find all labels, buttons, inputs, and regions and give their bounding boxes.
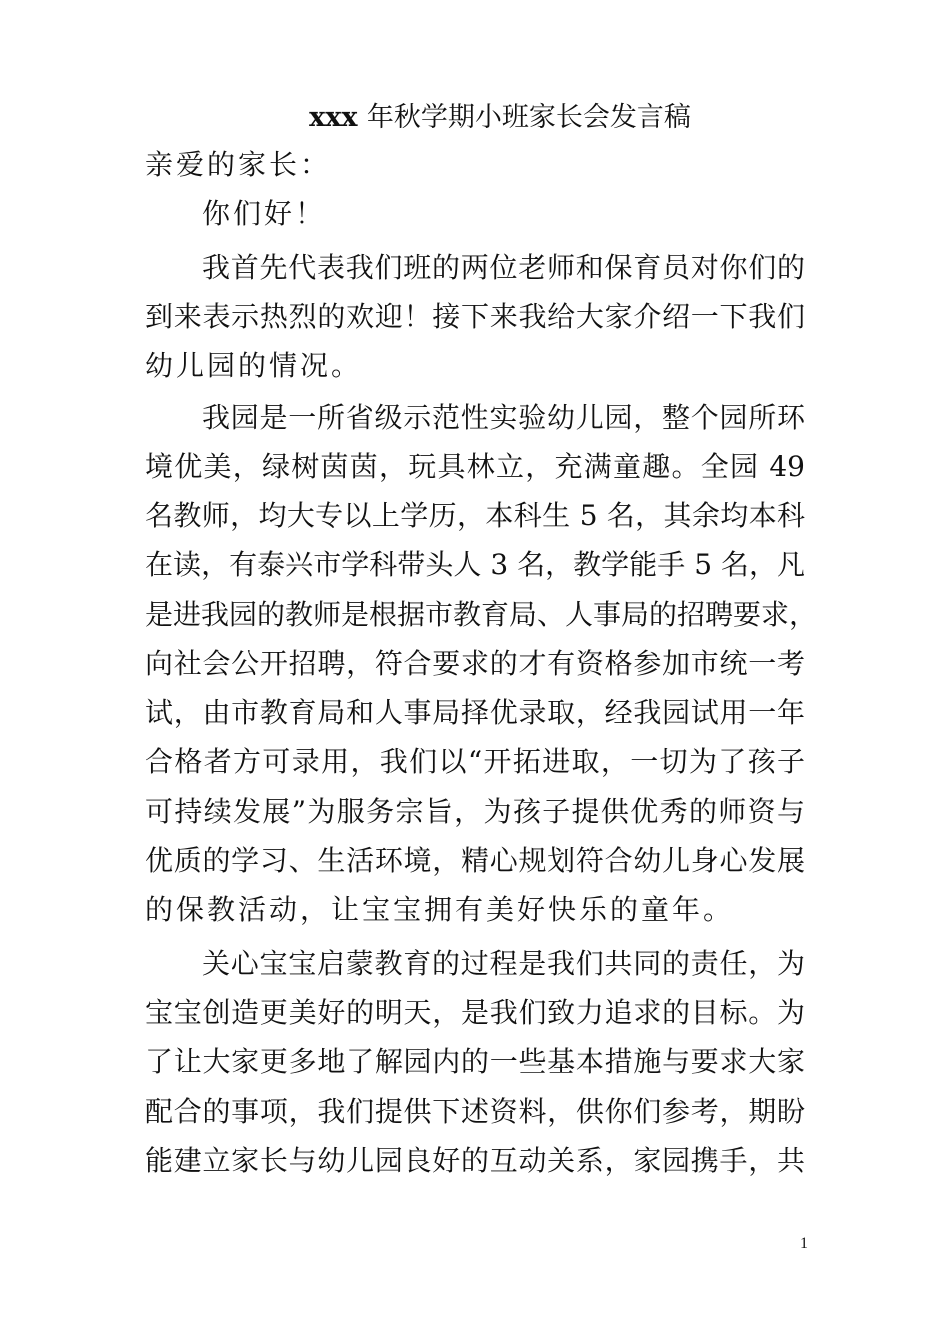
title-text: 年秋学期小班家长会发言稿 xyxy=(366,102,691,133)
paragraph-line: 的保教活动，让宝宝拥有美好快乐的童年。 xyxy=(145,893,735,926)
paragraph-line: 我首先代表我们班的两位老师和保育员对你们的 xyxy=(202,251,805,284)
greeting-line: 你们好！ xyxy=(202,197,327,230)
paragraph-line: 宝宝创造更美好的明天，是我们致力追求的目标。为 xyxy=(145,996,805,1029)
paragraph-line: 试，由市教育局和人事局择优录取，经我园试用一年 xyxy=(145,696,805,729)
title-year-placeholder: xxx xyxy=(309,102,358,133)
salutation-line: 亲爱的家长： xyxy=(145,148,332,181)
paragraph-line: 名教师，均大专以上学历，本科生 5 名，其余均本科 xyxy=(145,499,805,532)
document-title xyxy=(0,96,950,140)
paragraph-line: 了让大家更多地了解园内的一些基本措施与要求大家 xyxy=(145,1045,805,1078)
paragraph-line: 优质的学习、生活环境，精心规划符合幼儿身心发展 xyxy=(145,844,805,877)
paragraph-line: 在读，有泰兴市学科带头人 3 名，教学能手 5 名，凡 xyxy=(145,548,805,581)
paragraph-line: 是进我园的教师是根据市教育局、人事局的招聘要求， xyxy=(145,598,818,631)
page-number: 1 xyxy=(800,1235,808,1252)
paragraph-line: 到来表示热烈的欢迎！接下来我给大家介绍一下我们 xyxy=(145,300,805,333)
paragraph-line: 合格者方可录用，我们以“开拓进取，一切为了孩子 xyxy=(145,745,805,778)
paragraph-line: 幼儿园的情况。 xyxy=(145,349,363,382)
paragraph-line: 能建立家长与幼儿园良好的互动关系，家园携手，共 xyxy=(145,1144,805,1177)
paragraph-line: 向社会公开招聘，符合要求的才有资格参加市统一考 xyxy=(145,647,805,680)
paragraph-line: 境优美，绿树茵茵，玩具林立，充满童趣。全园 49 xyxy=(145,450,805,483)
paragraph-line: 可持续发展”为服务宗旨，为孩子提供优秀的师资与 xyxy=(145,795,805,828)
paragraph-line: 配合的事项，我们提供下述资料，供你们参考，期盼 xyxy=(145,1095,805,1128)
paragraph-line: 我园是一所省级示范性实验幼儿园，整个园所环 xyxy=(202,401,805,434)
paragraph-line: 关心宝宝启蒙教育的过程是我们共同的责任，为 xyxy=(202,947,805,980)
